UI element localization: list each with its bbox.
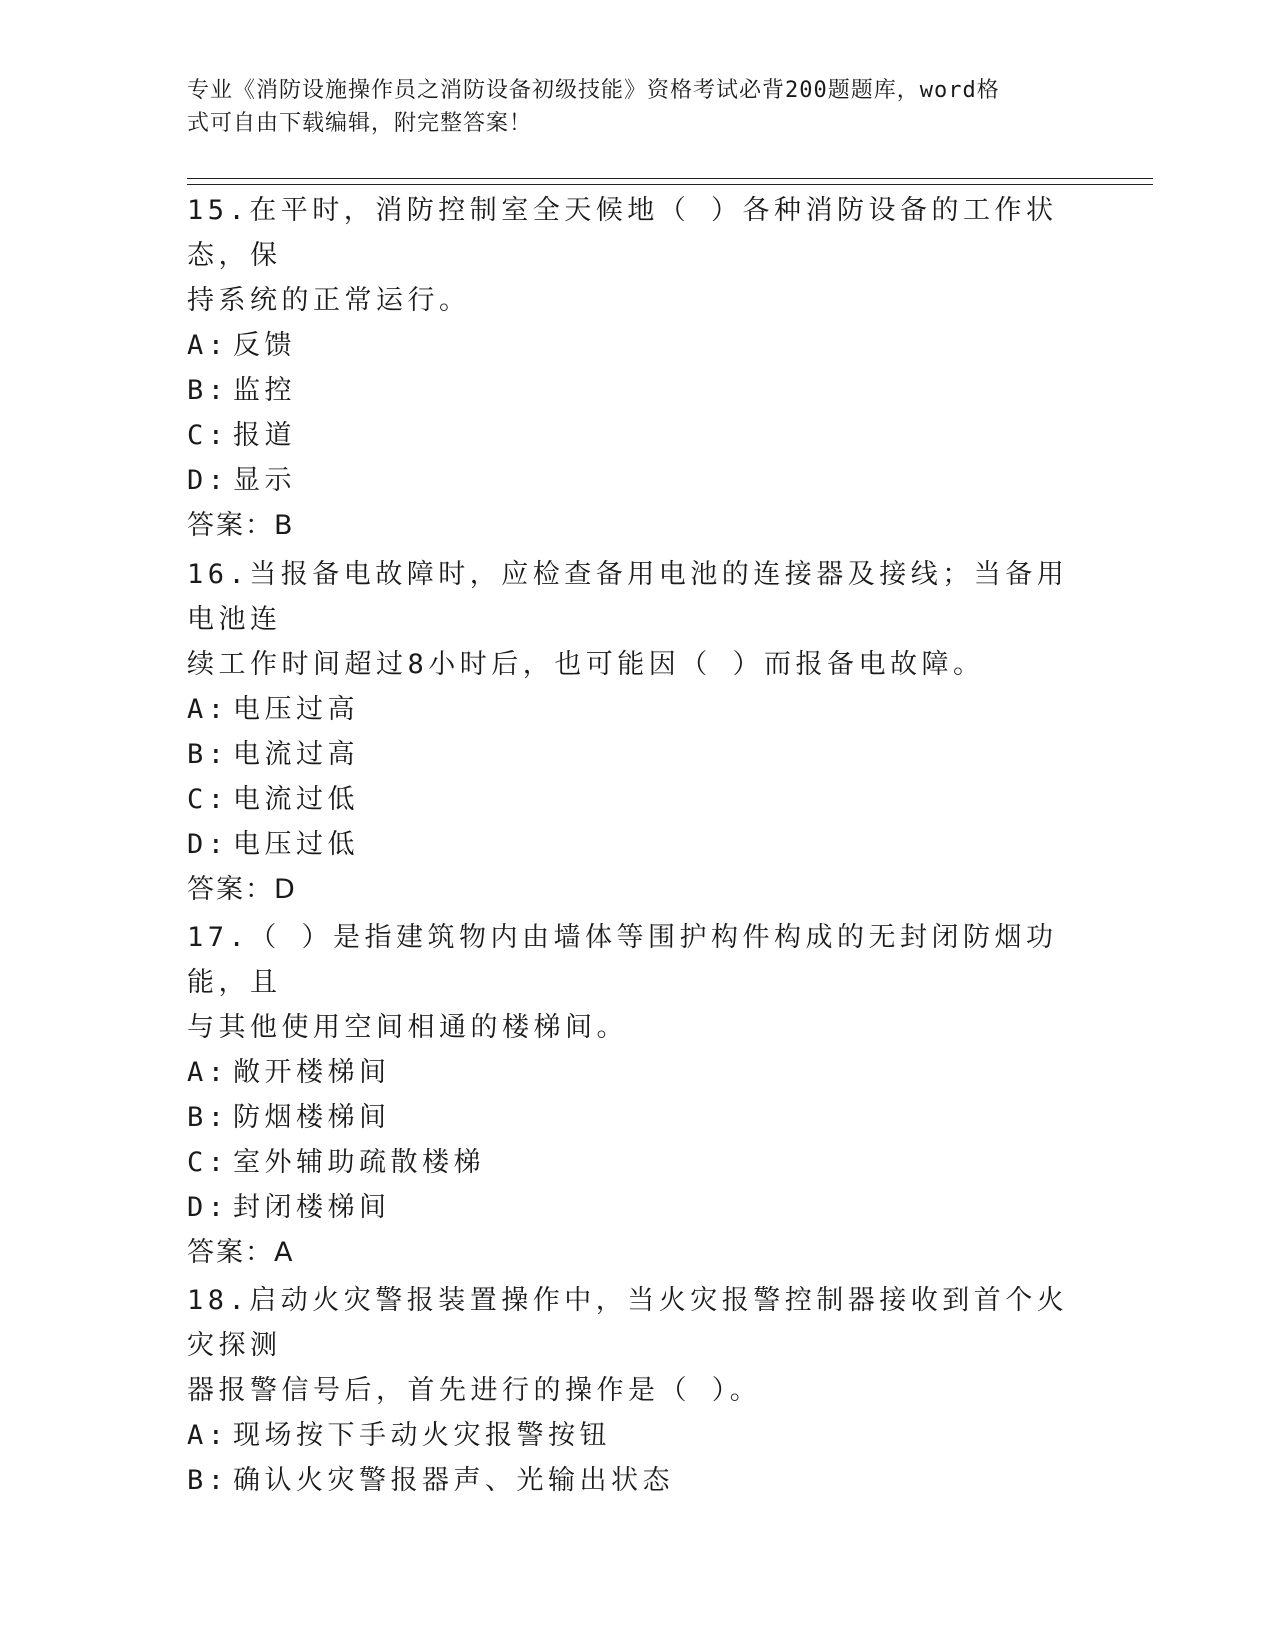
option-key: C: <box>187 784 229 815</box>
question-15 <box>187 188 1087 548</box>
question-stem-line-2: 器报警信号后，首先进行的操作是（ ）。 <box>187 1375 762 1406</box>
option-text: 电压过低 <box>233 829 359 860</box>
question-stem-line-2: 与其他使用空间相通的楼梯间。 <box>187 1012 628 1043</box>
answer-line: 答案：B <box>187 510 295 541</box>
document-header <box>187 74 1067 140</box>
question-18 <box>187 1278 1087 1503</box>
option-key: A: <box>187 1057 229 1088</box>
option-key: A: <box>187 694 229 725</box>
option-a <box>187 1050 1087 1095</box>
option-key: B: <box>187 1465 229 1496</box>
option-key: A: <box>187 330 229 361</box>
option-b <box>187 1095 1087 1140</box>
option-b <box>187 732 1087 777</box>
option-key: B: <box>187 375 229 406</box>
option-d <box>187 458 1087 503</box>
option-a <box>187 323 1087 368</box>
question-stem-line-2: 持系统的正常运行。 <box>187 285 471 316</box>
option-key: B: <box>187 739 229 770</box>
option-d <box>187 1185 1087 1230</box>
option-key: D: <box>187 829 229 860</box>
option-text: 室外辅助疏散楼梯 <box>233 1147 485 1178</box>
option-a <box>187 1413 1087 1458</box>
option-a <box>187 687 1087 732</box>
option-key: C: <box>187 1147 229 1178</box>
option-c <box>187 777 1087 822</box>
option-c <box>187 1140 1087 1185</box>
option-text: 封闭楼梯间 <box>233 1192 391 1223</box>
option-key: A: <box>187 1420 229 1451</box>
option-text: 敞开楼梯间 <box>233 1057 391 1088</box>
option-key: B: <box>187 1102 229 1133</box>
header-divider-top <box>187 178 1153 179</box>
header-divider-bottom <box>187 184 1153 185</box>
option-key: D: <box>187 1192 229 1223</box>
question-16 <box>187 552 1087 912</box>
header-line-1: 专业《消防设施操作员之消防设备初级技能》资格考试必背200题题库，word格 <box>187 78 1000 103</box>
option-text: 电压过高 <box>233 694 359 725</box>
option-key: D: <box>187 465 229 496</box>
header-line-2: 式可自由下载编辑，附完整答案！ <box>187 111 533 136</box>
question-stem-line-1: 16.当报备电故障时，应检查备用电池的连接器及接线；当备用电池连 <box>187 559 1069 635</box>
option-key: C: <box>187 420 229 451</box>
option-text: 电流过高 <box>233 739 359 770</box>
question-stem-line-1: 15.在平时，消防控制室全天候地（ ）各种消防设备的工作状态，保 <box>187 195 1058 271</box>
option-text: 监控 <box>233 375 296 406</box>
answer-line: 答案：A <box>187 1237 295 1268</box>
option-text: 现场按下手动火灾报警按钮 <box>233 1420 611 1451</box>
option-text: 反馈 <box>233 330 296 361</box>
option-d <box>187 822 1087 867</box>
option-b <box>187 1458 1087 1503</box>
question-stem-line-1: 18.启动火灾警报装置操作中，当火灾报警控制器接收到首个火灾探测 <box>187 1285 1069 1361</box>
answer-line: 答案：D <box>187 874 297 905</box>
option-text: 确认火灾警报器声、光输出状态 <box>233 1465 674 1496</box>
option-text: 显示 <box>233 465 296 496</box>
option-text: 电流过低 <box>233 784 359 815</box>
option-text: 防烟楼梯间 <box>233 1102 391 1133</box>
option-b <box>187 368 1087 413</box>
option-c <box>187 413 1087 458</box>
question-17 <box>187 915 1087 1275</box>
option-text: 报道 <box>233 420 296 451</box>
question-stem-line-1: 17.（ ）是指建筑物内由墙体等围护构件构成的无封闭防烟功能，且 <box>187 922 1058 998</box>
question-stem-line-2: 续工作时间超过8小时后，也可能因（ ）而报备电故障。 <box>187 649 985 680</box>
